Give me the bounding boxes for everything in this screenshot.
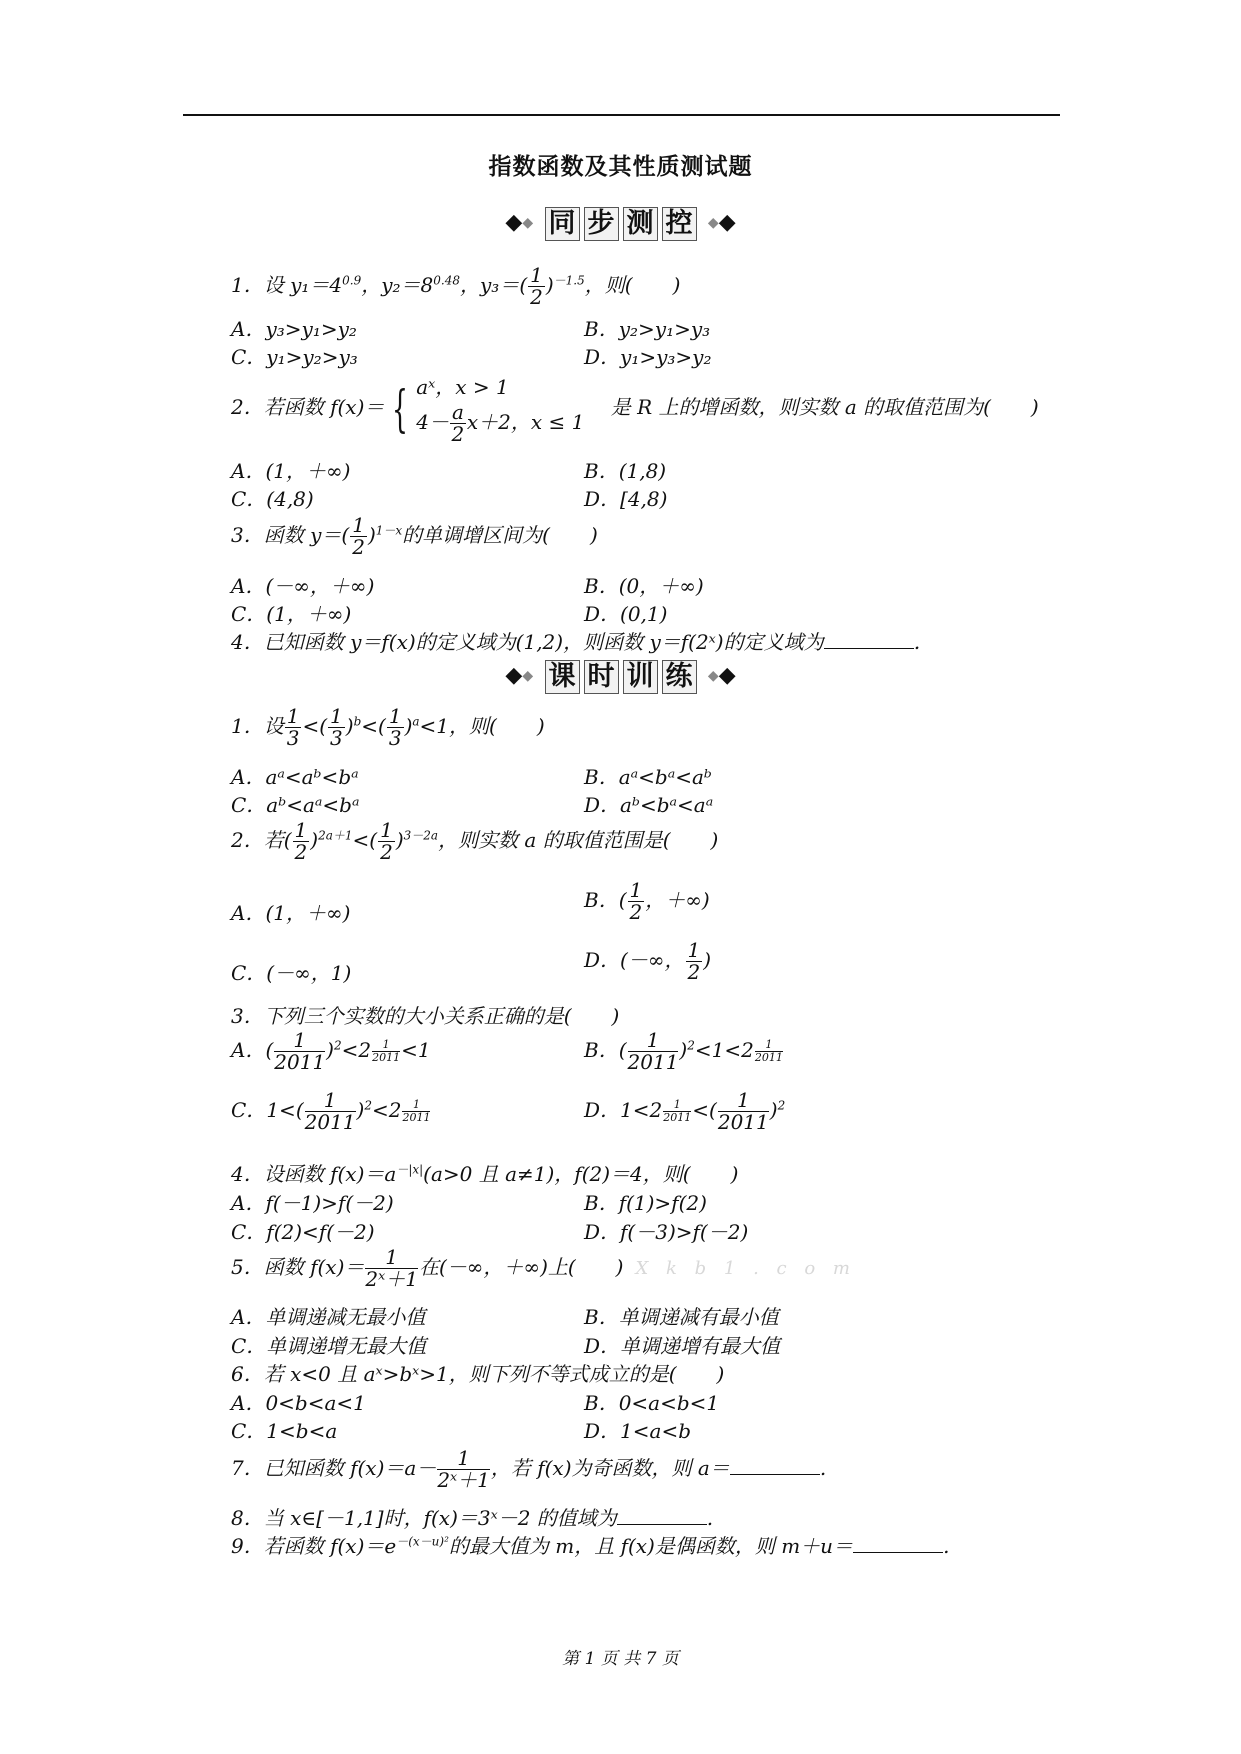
diamond-icon: ◆ — [505, 662, 523, 688]
question-3: 3．下列三个实数的大小关系正确的是( ) — [231, 1004, 620, 1028]
option-b: B．aᵃ<bᵃ<aᵇ — [584, 765, 712, 789]
question-2: 2．若函数 f(x)＝ { aˣ，x > 1 4－ $\frac{a}{2}$ x＋2，x ≤ 1 是 R 上的增函数，则实数 a 的取值范围为( ) — [231, 372, 1039, 445]
question-7: 7．已知函数 f(x)＝a－ $\frac{1}{\text{2ˣ＋1}}$ ，若 f(x)为奇函数，则 a＝ . — [231, 1446, 827, 1492]
question-4: 4．设函数 $f(x)=a^{-|x|}(a>0$ 且 a≠1)，f(2)＝4，则( ) — [231, 1162, 739, 1186]
answer-blank — [617, 1506, 707, 1525]
header-rule — [183, 114, 1060, 116]
option-d: D．f(－3)>f(－2) — [584, 1220, 749, 1244]
question-9: 9．若函数 $f(x)=e^{-(x-u)^2}$的最大值为 m，且 f(x)是偶函数，则 m＋u＝ . — [231, 1534, 950, 1558]
option-a: A．0<b<a<1 — [231, 1391, 366, 1415]
diamond-icon: ◆ — [505, 209, 523, 235]
option-c: C．(－∞，1) — [231, 961, 352, 985]
option-b: B．0<a<b<1 — [584, 1391, 720, 1415]
option-d: D．1<a<b — [584, 1419, 692, 1443]
question-8: 8．当 x∈[－1,1]时，f(x)＝3ˣ－2 的值域为 . — [231, 1506, 714, 1530]
question-6: 6．若 x<0 且 aˣ>bˣ>1，则下列不等式成立的是( ) — [231, 1362, 725, 1386]
page-footer: 第 1 页 共 7 页 — [562, 1649, 679, 1669]
brace-icon: { — [392, 379, 409, 438]
option-a: A．单调递减无最小值 — [231, 1305, 426, 1329]
option-c: C．f(2)<f(－2) — [231, 1220, 375, 1244]
option-a: A．y₃>y₁>y₂ — [231, 317, 357, 341]
diamond-icon: ◆ — [718, 209, 736, 235]
option-b: B．f(1)>f(2) — [584, 1191, 707, 1215]
question-1: 1．设 $\frac{1}{3}$ <( $\frac{1}{3}$ )$^b$<( $\frac{1}{3}$ )$^a$<1，则( ) — [231, 704, 545, 750]
option-a: A．aᵃ<aᵇ<bᵃ — [231, 765, 359, 789]
option-c: C．1<b<a — [231, 1419, 338, 1443]
question-2: 2．若( $\frac{1}{2}$ )$^{2a+1}$<( $\frac{1}{2}$ )$^{3-2a}$，则实数 a 的取值范围是( ) — [231, 818, 719, 864]
document-title: 指数函数及其性质测试题 — [488, 153, 753, 180]
diamond-small-icon: ◆ — [707, 215, 719, 231]
option-d: D．1<2 $\frac{1}{2011}$ <( $\frac{1}{2011}$ )$^2$ — [584, 1088, 786, 1134]
fraction: $\frac{1}{2}$ — [530, 263, 543, 309]
option-b: B．(1,8) — [584, 459, 667, 483]
option-a: A．( $\frac{1}{2011}$ )$^2$<2 $\frac{1}{2011}$ <1 — [231, 1028, 431, 1074]
diamond-small-icon: ◆ — [707, 668, 719, 684]
answer-blank — [730, 1456, 820, 1475]
option-a: A．f(－1)>f(－2) — [231, 1191, 394, 1215]
question-4: 4．已知函数 y＝f(x)的定义域为(1,2)，则函数 y＝f(2ˣ)的定义域为 ． — [231, 630, 934, 654]
question-5: 5．函数 f(x)＝ $\frac{1}{\text{2ˣ＋1}}$ 在(－∞，＋∞)上( ) X k b 1 . c o m — [231, 1245, 856, 1291]
option-b: B．( $\frac{1}{2}$ ，＋∞) — [584, 878, 710, 924]
diamond-small-icon: ◆ — [522, 215, 534, 231]
diamond-small-icon: ◆ — [522, 668, 534, 684]
option-d: D．单调递增有最大值 — [584, 1334, 781, 1358]
option-d: D．aᵇ<bᵃ<aᵃ — [584, 793, 714, 817]
question-3: 3．函数 y＝( $\frac{1}{2}$ )$^{1-x}$的单调增区间为( ) — [231, 513, 598, 559]
option-d: D．y₁>y₃>y₂ — [584, 345, 712, 369]
diamond-icon: ◆ — [718, 662, 736, 688]
option-b: B．( $\frac{1}{2011}$ )$^2$<1<2 $\frac{1}{2011}$ — [584, 1028, 783, 1074]
option-c: C．单调递增无最大值 — [231, 1334, 427, 1358]
option-c: C．aᵇ<aᵃ<bᵃ — [231, 793, 360, 817]
option-b: B．y₂>y₁>y₃ — [584, 317, 711, 341]
option-d: D．(－∞， $\frac{1}{2}$ ) — [584, 938, 712, 984]
option-c: C．(4,8) — [231, 487, 314, 511]
section-heading-sync: ◆◆ 同 步 测 控 ◆◆ — [505, 208, 736, 239]
option-b: B．(0，＋∞) — [584, 574, 704, 598]
option-b: B．单调递减有最小值 — [584, 1305, 779, 1329]
piecewise: aˣ，x > 1 4－ $\frac{a}{2}$ x＋2，x ≤ 1 — [416, 375, 585, 446]
question-1: 1．设 $y_1=4^{0.9}$，$y_2=8^{0.48}$，y₃＝( $\frac{1}{2}$ )$^{-1.5}$，则( ) — [231, 263, 681, 309]
section-heading-training: ◆◆ 课 时 训 练 ◆◆ — [505, 661, 736, 692]
option-d: D．[4,8) — [584, 487, 668, 511]
option-c: C．(1，＋∞) — [231, 602, 352, 626]
watermark: X k b 1 . c o m — [635, 1258, 856, 1279]
answer-blank — [824, 630, 914, 649]
option-a: A．(1，＋∞) — [231, 901, 351, 925]
option-c: C．1<( $\frac{1}{2011}$ )$^2$<2 $\frac{1}{2011}$ — [231, 1088, 431, 1134]
option-d: D．(0,1) — [584, 602, 668, 626]
option-a: A．(1，＋∞) — [231, 459, 351, 483]
option-a: A．(－∞，＋∞) — [231, 574, 375, 598]
answer-blank — [853, 1534, 943, 1553]
option-c: C．y₁>y₂>y₃ — [231, 345, 358, 369]
